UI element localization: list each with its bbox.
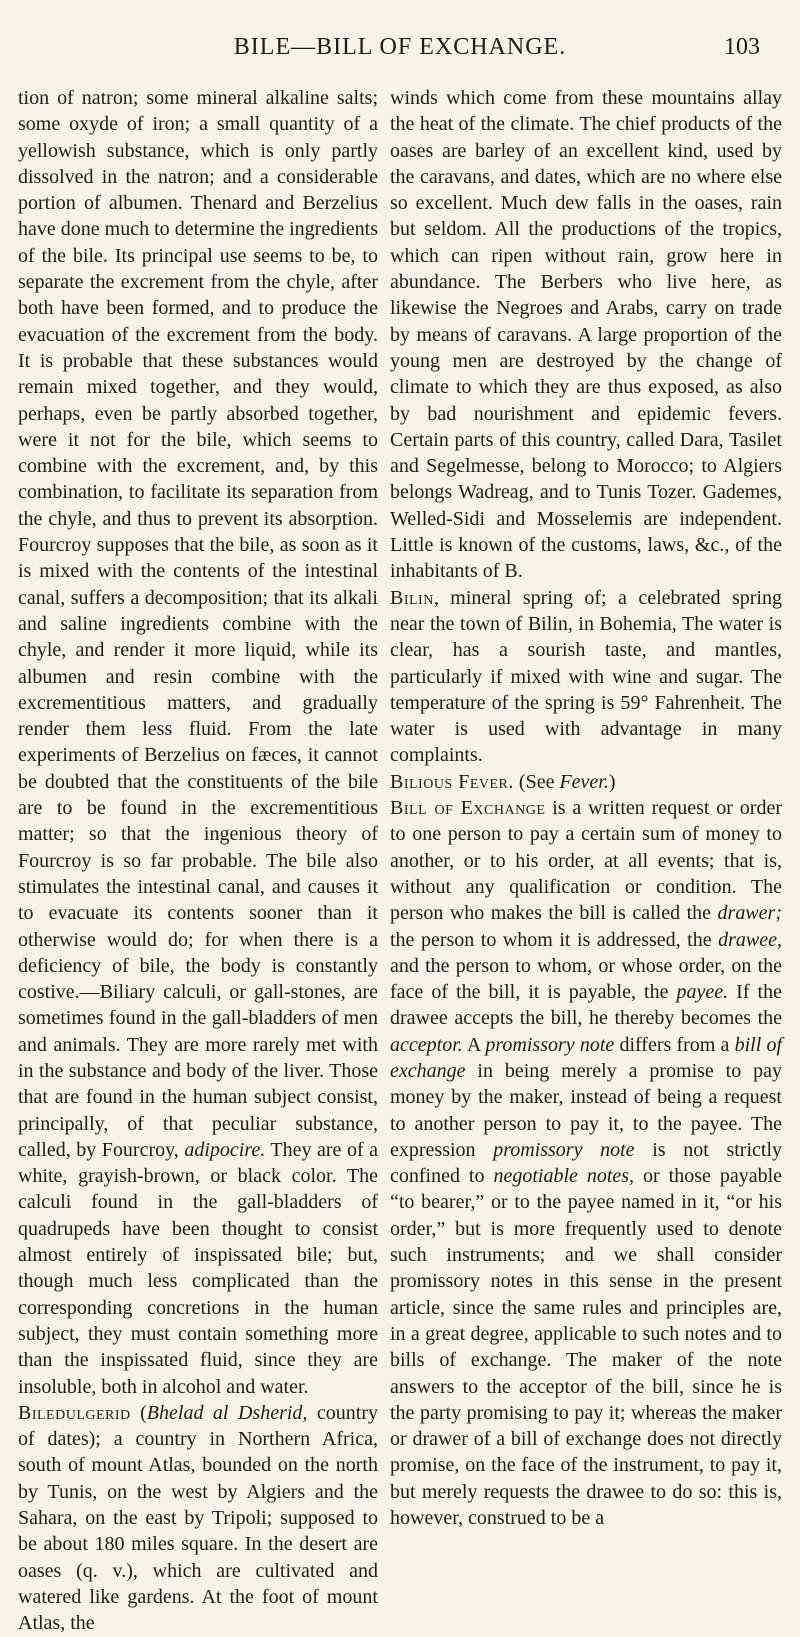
headword-bilin: Bilin	[390, 586, 434, 609]
term-bill-of-exchange: bill of exchange	[390, 1033, 783, 1082]
paren-open: (	[130, 1401, 147, 1424]
see-reference: Fever.	[559, 770, 609, 793]
entry-biledulgerid	[18, 1400, 378, 1637]
headword-bill-of-exchange: Bill of Exchange	[390, 797, 546, 820]
entry-bilious-fever	[390, 769, 782, 795]
see-close: )	[608, 770, 616, 793]
term-negotiable-notes: negotiable notes,	[493, 1165, 635, 1188]
biledulgerid-continuation: winds which come from these mountains allay the heat of the climate. The chief products of the oases are barley of an excellent kind, used by the caravans, and dates, which are no where else so excellent. Much dew falls in the oases, rain but seldom. All the productions of the tropics, which can ripen without rain, grow here in abundance. The Berbers who live here, as likewise the Negroes and Arabs, carry on trade by means of caravans. A large proportion of the young men are destroyed by the change of climate to which they are thus exposed, as also by bad nourishment and epidemic fevers. Certain parts of this country, called Dara, Tasilet and Segelmesse, belong to Morocco; to Algiers belongs Wadreag, and to Tunis Tozer. Gademes, Welled-Sidi and Mosselemis are independent. Little is known of the customs, laws, &c., of the inhabitants of B.	[390, 87, 782, 583]
headword-bilious-fever: Bilious Fever.	[390, 770, 514, 793]
bill-text-6: differs from a	[614, 1033, 735, 1056]
bill-text-1: is a written request or order to one person to pay a certain sum of money to another, or to his order, at all events; that is, without any qualification or condition. The person who makes the bill is called the	[390, 797, 782, 925]
bill-text-7: in being merely a promise to pay money by the maker, instead of being a request to another person to pay it, to the payee. The expression	[390, 1059, 782, 1161]
page-number: 103	[724, 34, 760, 60]
term-promissory-note-2: promissory note	[493, 1138, 635, 1161]
alt-name: Bhelad al Dsherid,	[146, 1401, 308, 1424]
bill-text-8: is not strictly confined to	[390, 1138, 782, 1188]
bill-text-9: or those payable “to bearer,” or to the payee named in it, “or his order,” but is more frequently used to denote such instruments; and we shall consider promissory notes in this sense in the present article, since the same rules and principles are, in a great degree, applicable to such notes and to bills of exchange. The maker of the note answers to the acceptor of the bill, since he is the party promising to pay it; whereas the maker or drawer of a bill of exchange does not directly promise, on the face of the instrument, to pay it, but merely requests the drawee to do so: this is, however, construed to be a	[390, 1165, 783, 1530]
running-title: BILE—BILL OF EXCHANGE.	[233, 34, 567, 60]
adipocire-term: adipocire.	[184, 1138, 266, 1161]
term-promissory-note: promissory note	[485, 1033, 615, 1056]
bile-entry-continuation	[18, 85, 378, 1400]
term-acceptor: acceptor.	[390, 1033, 463, 1056]
term-drawer: drawer;	[717, 902, 782, 925]
right-column	[390, 85, 782, 1531]
left-column	[18, 85, 378, 1637]
term-drawee: drawee,	[718, 928, 782, 951]
term-payee: payee.	[676, 981, 729, 1004]
bilin-text: , mineral spring of; a celebrated spring near the town of Bilin, in Bohemia, The water is clear, has a sourish taste, and mantles, particularly if mixed with wine and sugar. The temperature of the spring is 59° Fahrenheit. The water is used with advantage in many complaints.	[390, 586, 782, 767]
biledulgerid-text: country of dates); a country in Northern Africa, south of mount Atlas, bounded on the north by Tunis, on the west by Algiers and the Sahara, on the east by Tripoli; supposed to be about 180 miles square. In the desert are oases (q. v.), which are cultivated and watered like gardens. At the foot of mount Atlas, the	[18, 1401, 378, 1635]
bile-text: tion of natron; some mineral alkaline salts; some oxyde of iron; a small quantity of a yellowish substance, which is only partly dissolved in the natron; and a considerable portion of albumen. Thenard and Berzelius have done much to determine the ingredients of the bile. Its principal use seems to be, to separate the excrement from the chyle, after both have been formed, and to produce the evacuation of the excrement from the body. It is probable that these substances would remain mixed together, and they would, perhaps, even be partly absorbed together, were it not for the bile, which seems to combine with the excrement, and, by this combination, to facilitate its separation from the chyle, and thus to prevent its absorption. Fourcroy supposes that the bile, as soon as it is mixed with the contents of the intestinal canal, suffers a decomposition; that its alkali and saline ingredients combine with the chyle, and render it more liquid, while its albumen and resin combine with the excrementitious matters, and gradually render them less fluid. From the late experiments of Berzelius on fæces, it cannot be doubted that the constituents of the bile are to be found in the excrementitious matter; so that the ingenious theory of Fourcroy is so far probable. The bile also stimulates the intestinal canal, and causes it to evacuate its contents sooner than it otherwise would do; for when there is a deficiency of bile, the body is constantly costive.—Biliary calculi, or gall-stones, are sometimes found in the gall-bladders of men and animals. They are more rarely met with in the substance and body of the liver. Those that are found in the human subject consist, principally, of that peculiar substance, called, by Fourcroy,	[18, 87, 378, 1161]
bill-text-2: the person to whom it is addressed, the	[390, 928, 719, 951]
entry-bilin	[390, 585, 782, 769]
see-open: (See	[513, 770, 560, 793]
bill-text-4: If the drawee accepts the bill, he thereby becomes the	[390, 981, 782, 1030]
page-header	[0, 34, 800, 74]
bill-text-3: and the person to whom, or whose order, on the face of the bill, it is payable, the	[390, 954, 782, 1004]
bill-text-5: A	[462, 1033, 486, 1056]
entry-bill-of-exchange	[390, 795, 782, 1531]
bile-text-tail: They are of a white, grayish-brown, or black color. The calculi found in the gall-bladders of quadrupeds have been thought to consist almost entirely of inspissated bile; but, though much less complicated than the corresponding concretions in the human subject, they must contain something more than the inspissated fluid, since they are insoluble, both in alcohol and water.	[18, 1138, 379, 1398]
headword-biledulgerid: Biledulgerid	[18, 1401, 131, 1424]
